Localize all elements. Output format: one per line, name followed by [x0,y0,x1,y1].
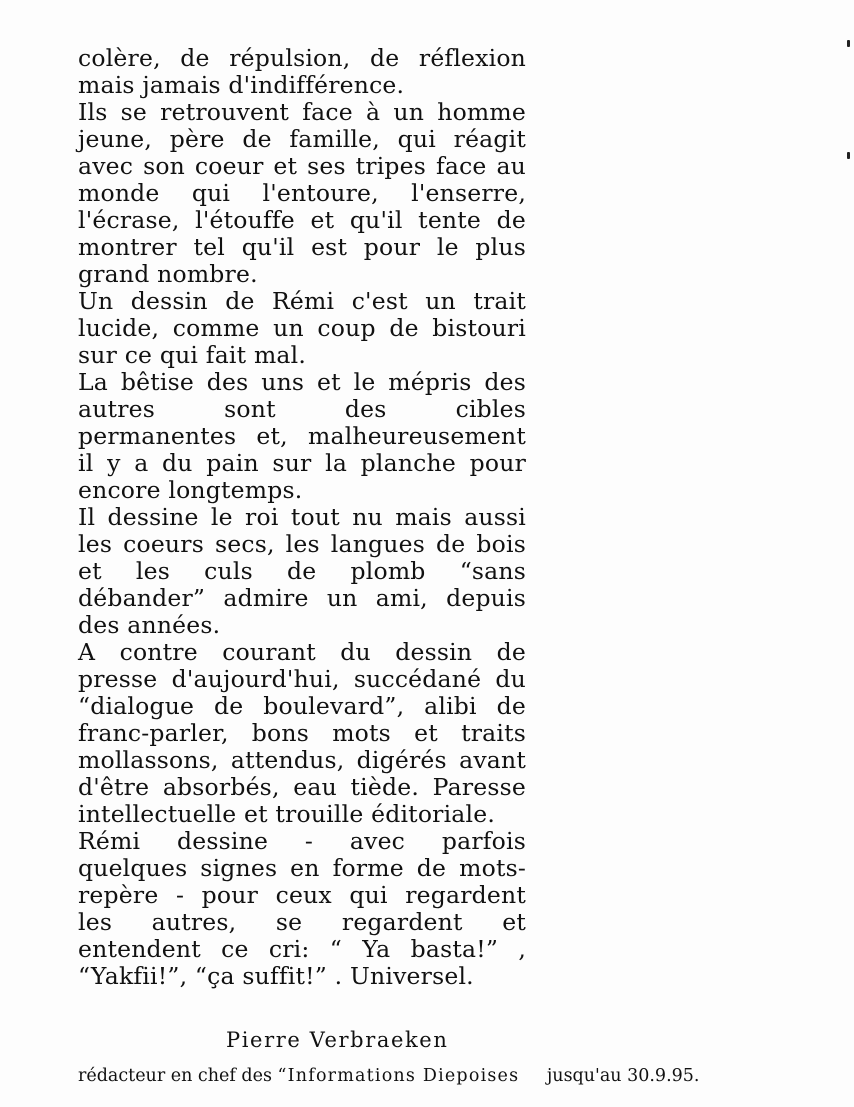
paragraph [78,639,526,828]
author-role: rédacteur en chef des [78,1066,272,1086]
text-line: autres sont des cibles [78,395,526,423]
text-line: franc-parler, bons mots et traits [78,719,526,747]
text-line: montrer tel qu'il est pour le plus [78,233,526,261]
paragraph [78,288,526,369]
text-line: quelques signes en forme de mots- [78,854,526,882]
paragraph [78,828,526,990]
text-line: et les culs de plomb “sans [78,557,526,585]
text-line: lucide, comme un coup de bistouri [78,314,526,342]
text-line: “Yakfii!”, “ça suffit!” . Universel. [78,962,474,990]
text-line: monde qui l'entoure, l'enserre, [78,179,526,207]
text-line: mollassons, attendus, digérés avant [78,746,526,774]
text-line: Ils se retrouvent face à un homme [78,98,526,126]
author-signature: Pierre Verbraeken [226,1028,449,1052]
scan-edge-mark [847,152,850,159]
text-line: permanentes et, malheureusement [78,422,526,450]
paragraph [78,504,526,639]
text-line: La bêtise des uns et le mépris des [78,368,526,396]
text-line: repère - pour ceux qui regardent [78,881,526,909]
tenure-end: jusqu'au 30.9.95. [546,1066,700,1086]
paragraph [78,45,526,99]
text-line: grand nombre. [78,260,258,288]
text-line: jeune, père de famille, qui réagit [78,125,526,153]
text-line: les autres, se regardent et [78,908,526,936]
paragraph [78,369,526,504]
text-line: sur ce qui fait mal. [78,341,307,369]
text-line: débander” admire un ami, depuis [78,584,526,612]
text-line: A contre courant du dessin de [78,638,526,666]
paragraph [78,99,526,288]
text-line: des années. [78,611,221,639]
publication-name: “Informations Diepoises [277,1066,520,1086]
text-line: mais jamais d'indifférence. [78,71,405,99]
text-line: d'être absorbés, eau tiède. Paresse [78,773,526,801]
text-line: Il dessine le roi tout nu mais aussi [78,503,526,531]
text-line: l'écrase, l'étouffe et qu'il tente de [78,206,526,234]
text-line: Un dessin de Rémi c'est un trait [78,287,526,315]
author-credit [78,1066,699,1086]
text-line: les coeurs secs, les langues de bois [78,530,526,558]
text-line: intellectuelle et trouille éditoriale. [78,800,496,828]
text-line: “dialogue de boulevard”, alibi de [78,692,526,720]
text-line: avec son coeur et ses tripes face au [78,152,526,180]
text-line: entendent ce cri: “ Ya basta!” , [78,935,526,963]
text-line: Rémi dessine - avec parfois [78,827,526,855]
text-line: encore longtemps. [78,476,303,504]
text-line: il y a du pain sur la planche pour [78,449,526,477]
text-line: colère, de répulsion, de réflexion [78,44,526,72]
scan-edge-mark [847,40,850,47]
text-line: presse d'aujourd'hui, succédané du [78,665,526,693]
article-body [78,45,526,990]
